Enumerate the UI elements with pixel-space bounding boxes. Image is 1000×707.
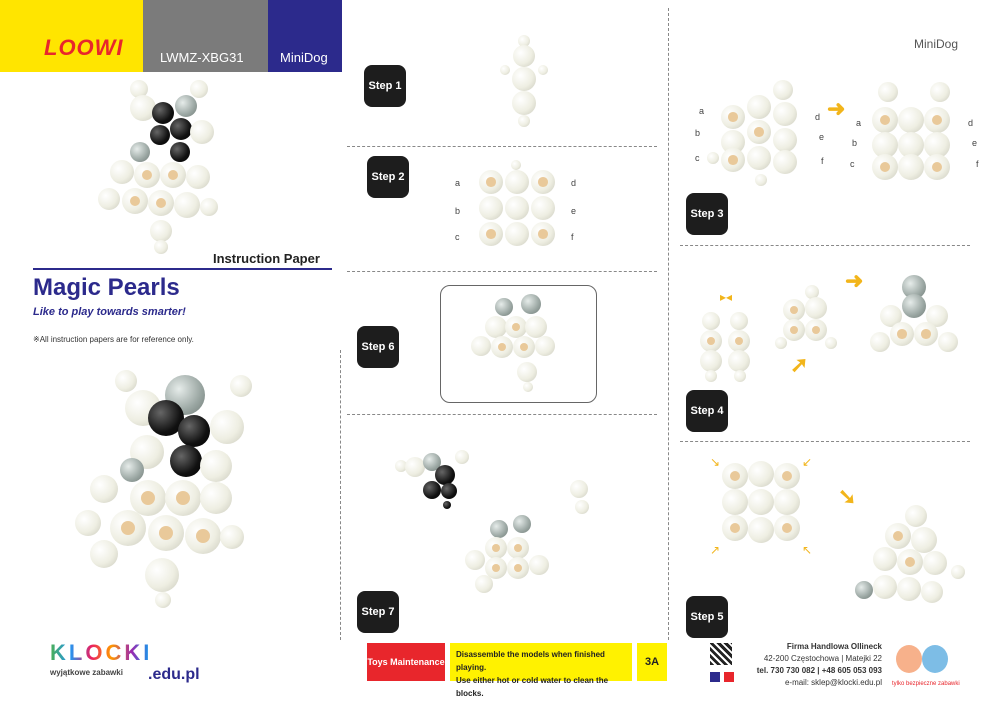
step-3-badge: Step 3 [686, 193, 728, 235]
arrow-icon: ➚ [790, 352, 809, 377]
arrow-icon: ➜ [827, 96, 846, 121]
instruction-paper-label: Instruction Paper [213, 251, 320, 266]
reference-note: ※All instruction papers are for reference only. [33, 335, 194, 344]
model-title-right: MiniDog [914, 37, 959, 51]
kids-faces-logo [892, 643, 954, 681]
page-title: Magic Pearls [33, 274, 180, 301]
step-5-illustration-b [855, 505, 970, 615]
maintenance-title: Toys Maintenance [367, 643, 445, 681]
step-1-illustration [500, 35, 550, 130]
step-5-illustration-a: ↘ ↙ ↗ ↖ [710, 455, 813, 557]
youtube-icon [724, 672, 734, 682]
dog-preview-small [90, 80, 230, 255]
klocki-domain: .edu.pl [148, 666, 200, 683]
step-4-illustration-c [870, 270, 960, 365]
product-code: LWMZ-XBG31 [160, 50, 244, 65]
page-subtitle: Like to play towards smarter! [33, 306, 186, 318]
step-2-illustration: a b c d e f [455, 160, 585, 245]
step-3-illustration-b: a b c d e f [850, 82, 980, 192]
divider [340, 350, 341, 640]
step-1-badge: Step 1 [364, 65, 406, 107]
step-4-illustration-a: ▸◂ [700, 290, 760, 385]
model-name: MiniDog [280, 50, 328, 65]
step-6-badge: Step 6 [357, 326, 399, 368]
divider [680, 441, 970, 442]
divider [680, 245, 970, 246]
divider [347, 414, 657, 415]
klocki-logo: KLOCKI [50, 640, 153, 665]
divider [347, 271, 657, 272]
step-4-badge: Step 4 [686, 390, 728, 432]
loowi-logo: LOOWI [44, 35, 124, 60]
step-6-frame [440, 285, 597, 403]
arrow-icon: ➘ [838, 484, 857, 509]
page-code: 3A [637, 643, 667, 681]
maintenance-text: Disassemble the models when finished playing. Use either hot or cold water to clean the blocks. [450, 643, 632, 681]
step-7-badge: Step 7 [357, 591, 399, 633]
company-info: Firma Handlowa Ollineck 42-200 Częstochowa | Matejki 22 tel. 730 730 082 | +48 605 053 093 e-mail: sklep@klocki.edu.pl [756, 642, 882, 687]
title-divider [33, 268, 332, 270]
step-2-badge: Step 2 [367, 156, 409, 198]
divider [347, 146, 657, 147]
step-3-illustration-a: a b c d e f [695, 80, 830, 190]
klocki-tagline: wyjątkowe zabawki [50, 668, 123, 677]
arrow-icon: ➜ [845, 268, 864, 293]
divider [668, 8, 669, 640]
safe-toys-tagline: tylko bezpieczne zabawki [892, 681, 960, 687]
step-4-illustration-b [775, 285, 845, 355]
dog-preview-large [70, 370, 255, 615]
step-7-illustration [395, 445, 600, 595]
facebook-icon [710, 672, 720, 682]
step-5-badge: Step 5 [686, 596, 728, 638]
qr-code-icon [710, 643, 732, 665]
